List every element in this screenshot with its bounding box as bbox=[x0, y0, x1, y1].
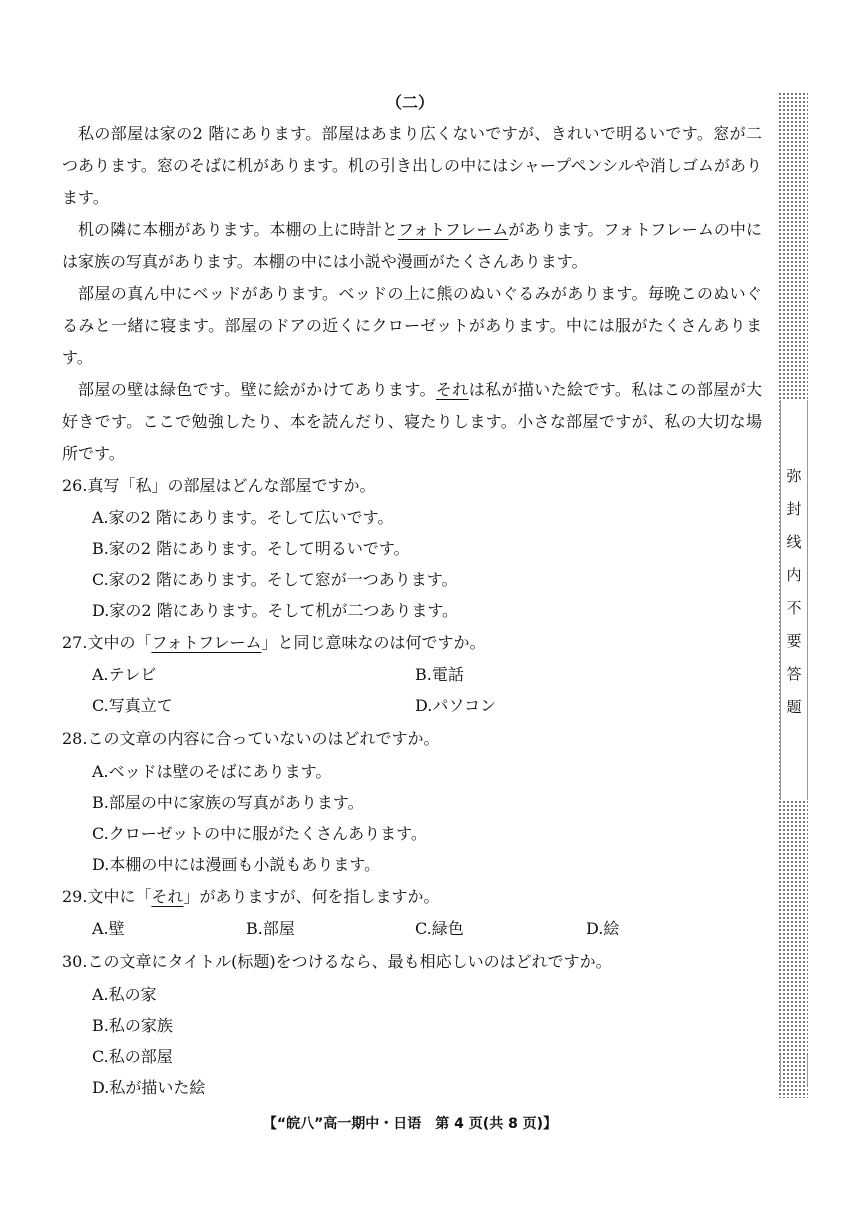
underlined-word-sore: それ bbox=[435, 380, 469, 399]
question-26-option-d: D.家の2 階にあります。そして机が二つあります。 bbox=[92, 601, 459, 620]
question-28-stem: 28.この文章の内容に合っていないのはどれですか。 bbox=[62, 729, 440, 748]
question-29-stem: 29.文中に「それ」がありますが、何を指しますか。 bbox=[62, 887, 440, 906]
question-27-option-a: A.テレビ bbox=[92, 665, 157, 684]
question-30-option-a: A.私の家 bbox=[92, 985, 157, 1004]
question-28-option-c: C.クローゼットの中に服がたくさんあります。 bbox=[92, 824, 427, 843]
question-28-option-a: A.ベッドは壁のそばにあります。 bbox=[92, 762, 332, 781]
question-29-underlined: それ bbox=[151, 887, 184, 906]
binding-warning-text: 弥封线内不要答题 bbox=[784, 468, 803, 732]
question-28-option-b: B.部屋の中に家族の写真があります。 bbox=[92, 793, 364, 812]
binding-margin-box bbox=[780, 1055, 808, 1085]
question-26-option-c: C.家の2 階にあります。そして窓が一つあります。 bbox=[92, 570, 458, 589]
passage-paragraph-1: 私の部屋は家の2 階にあります。部屋はあまり広くないですが、きれいで明るいです。窓が二つあります。窓のそばに机があります。机の引き出しの中にはシャープペンシルや消しゴムがあります。 bbox=[62, 124, 762, 207]
page-footer: 【“皖八”高一期中・日语 第 4 页(共 8 页)】 bbox=[262, 1116, 558, 1132]
question-30-option-b: B.私の家族 bbox=[92, 1016, 173, 1035]
question-29-option-c: C.緑色 bbox=[415, 919, 464, 938]
question-29-option-d: D.絵 bbox=[586, 919, 620, 938]
question-30-option-c: C.私の部屋 bbox=[92, 1047, 173, 1066]
question-26-option-b: B.家の2 階にあります。そして明るいです。 bbox=[92, 539, 410, 558]
question-29-option-a: A.壁 bbox=[92, 919, 125, 938]
question-28-option-d: D.本棚の中には漫画も小説もあります。 bbox=[92, 855, 381, 874]
question-26-stem: 26.真写「私」の部屋はどんな部屋ですか。 bbox=[62, 476, 376, 495]
question-30-stem: 30.この文章にタイトル(标题)をつけるなら、最も相応しいのはどれですか。 bbox=[62, 952, 612, 971]
question-26-option-a: A.家の2 階にあります。そして広いです。 bbox=[92, 508, 394, 527]
passage-paragraph-4: 部屋の壁は緑色です。壁に絵がかけてあります。それは私が描いた絵です。私はこの部屋が大好きです。ここで勉強したり、本を読んだり、寝たりします。小さな部屋ですが、私の大切な場所です。 bbox=[62, 380, 762, 463]
question-27-option-d: D.パソコン bbox=[415, 696, 497, 715]
question-30-option-d: D.私が描いた絵 bbox=[92, 1078, 206, 1097]
question-27-option-c: C.写真立て bbox=[92, 696, 173, 715]
underlined-phrase-photo-frame: フォトフレーム bbox=[397, 220, 509, 239]
question-27-option-b: B.電話 bbox=[415, 665, 464, 684]
section-title: （二） bbox=[385, 93, 434, 112]
passage-paragraph-3: 部屋の真ん中にベッドがあります。ベッドの上に熊のぬいぐるみがあります。毎晩このぬいぐるみと一緒に寝ます。部屋のドアの近くにクローゼットがあります。中には服がたくさんあります。 bbox=[62, 284, 762, 367]
question-27-stem: 27.文中の「フォトフレーム」と同じ意味なのは何ですか。 bbox=[62, 633, 486, 652]
question-29-option-b: B.部屋 bbox=[246, 919, 295, 938]
question-27-underlined: フォトフレーム bbox=[151, 633, 262, 652]
passage-paragraph-2: 机の隣に本棚があります。本棚の上に時計とフォトフレームがあります。フォトフレームの中には家族の写真があります。本棚の中には小説や漫画がたくさんあります。 bbox=[62, 220, 762, 271]
